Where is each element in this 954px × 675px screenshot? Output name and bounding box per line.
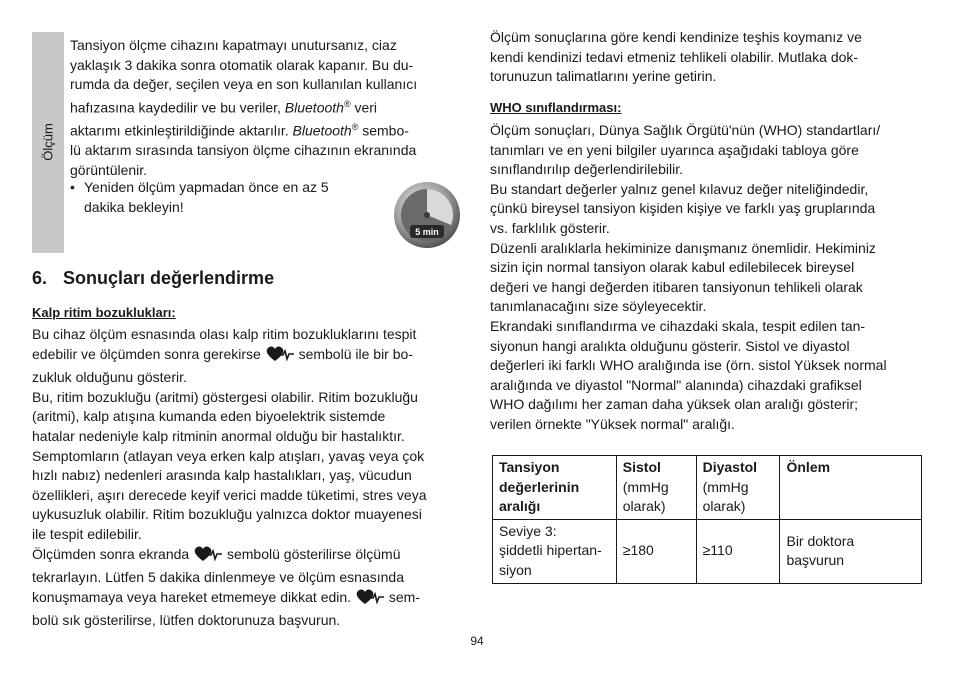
svg-text:5 min: 5 min (415, 227, 439, 237)
arrhythmia-heart-icon (265, 345, 295, 369)
table-header-action: Önlem (780, 456, 922, 520)
who-heading: WHO sınıflandırması: (490, 100, 622, 115)
table-cell-range: Seviye 3: şiddetli hipertan- siyon (493, 519, 617, 583)
self-diagnosis-paragraph: Ölçüm sonuçlarına göre kendi kendinize teşhis koymanız ve kendi kendinizi tedavi etmeniz tehlikeli olabilir. Mutlaka dok- torunuzun talimatlarını yerine getirin. (490, 29, 862, 85)
who-table (492, 455, 922, 584)
table-header-row (493, 456, 922, 520)
table-cell-action: Bir doktora başvurun (780, 519, 922, 583)
timer-icon (392, 180, 462, 250)
who-paragraph: Ölçüm sonuçları, Dünya Sağlık Örgütü'nün (WHO) standartları/ tanımları ve en yeni bilgiler uyarınca aşağıdaki tabloya göre sınıflandırılıp değerlendirilebilir. Bu standart değerler yalnız genel kılavuz değer niteliğindedir, çünkü bireysel tansiyon kişiden kişiye ve farklı yaş gruplarında vs. farklılık gösterir. Düzenli aralıklarla hekiminize danışmanız önemlidir. Hekiminiz sizin için normal tansiyon olarak kabul edilebilecek bireysel değeri ve hangi değerden itibaren tansiyonun tehlikeli olarak tanımlanacağını size söyleyecektir. Ekrandaki sınıflandırma ve cihazdaki skala, tespit edilen tan- siyonun hangi aralıkta olduğunu gösterir. Sistol ve diyastol değerleri iki farklı WHO aralığında ise (örn. sistol Yüksek normal aralığında ve diyastol "Normal" alanında) cihazdaki grafiksel WHO dağılımı her zaman daha yüksek olan aralığı gösterir; verilen örnekte "Yüksek normal" aralığı. (490, 122, 887, 432)
table-cell-diastolic: ≥110 (696, 519, 780, 583)
section-tab (32, 32, 64, 253)
section-tab-label: Ölçüm (40, 123, 56, 161)
wait-bullet: • Yeniden ölçüm yapmadan önce en az 5 dakika bekleyin! (70, 179, 329, 215)
arrhythmia-paragraph: Bu cihaz ölçüm esnasında olası kalp ritim bozukluklarını tespit edebilir ve ölçümden sonra gerekirse sembolü ile bir bo- zukluk olduğunu gösterir. Bu, ritim bozukluğu (aritmi) göstergesi olabilir. Ritim bozukluğu (aritmi), kalp atışına kumanda eden biyoelektrik sistemde hatalar nedeniyle kalp ritminin anormal olduğu bir hastalıktır. Semptomların (atlayan veya erken kalp atışları, yavaş veya çok hızlı nabız) nedenleri arasında kalp hastalıkları, yaş, vücudun özellikleri, aşırı derecede keyif verici madde tüketimi, stres veya uykusuzluk olabilir. Ritim bozukluğu yalnızca doktor muayenesi ile tespit edilebilir. Ölçümden sonra ekranda sembolü gösterilirse ölçümü tekrarlayın. Lütfen 5 dakika dinlenmeye ve ölçüm esnasında konuşmamaya veya hareket etmemeye dikkat edin. sem- bolü sık gösterilirse, lütfen doktorunuza başvurun. (32, 326, 427, 629)
section-heading: 6. Sonuçları değerlendirme (32, 268, 275, 288)
table-header-diastolic: Diyastol (mmHg olarak) (696, 456, 780, 520)
page-number: 94 (470, 634, 484, 648)
table-header-systolic: Sistol (mmHg olarak) (616, 456, 696, 520)
arrhythmia-heart-icon (355, 588, 385, 612)
intro-paragraph: Tansiyon ölçme cihazını kapatmayı unutursanız, ciaz yaklaşık 3 dakika sonra otomatik olarak kapanır. Bu du- rumda da değer, seçilen veya en son kullanılan kullanıcı hafızasına kaydedilir ve bu veriler, Bluetooth® veri aktarımı etkinleştirildiğinde aktarılır. Bluetooth® sembo- lü aktarım sırasında tansiyon ölçme cihazının ekranında görüntülenir. (70, 37, 418, 178)
arrhythmia-heart-icon (193, 545, 223, 569)
table-row (493, 519, 922, 583)
table-header-range: Tansiyon değerlerinin aralığı (493, 456, 617, 520)
arrhythmia-heading: Kalp ritim bozuklukları: (32, 305, 176, 320)
table-cell-systolic: ≥180 (616, 519, 696, 583)
